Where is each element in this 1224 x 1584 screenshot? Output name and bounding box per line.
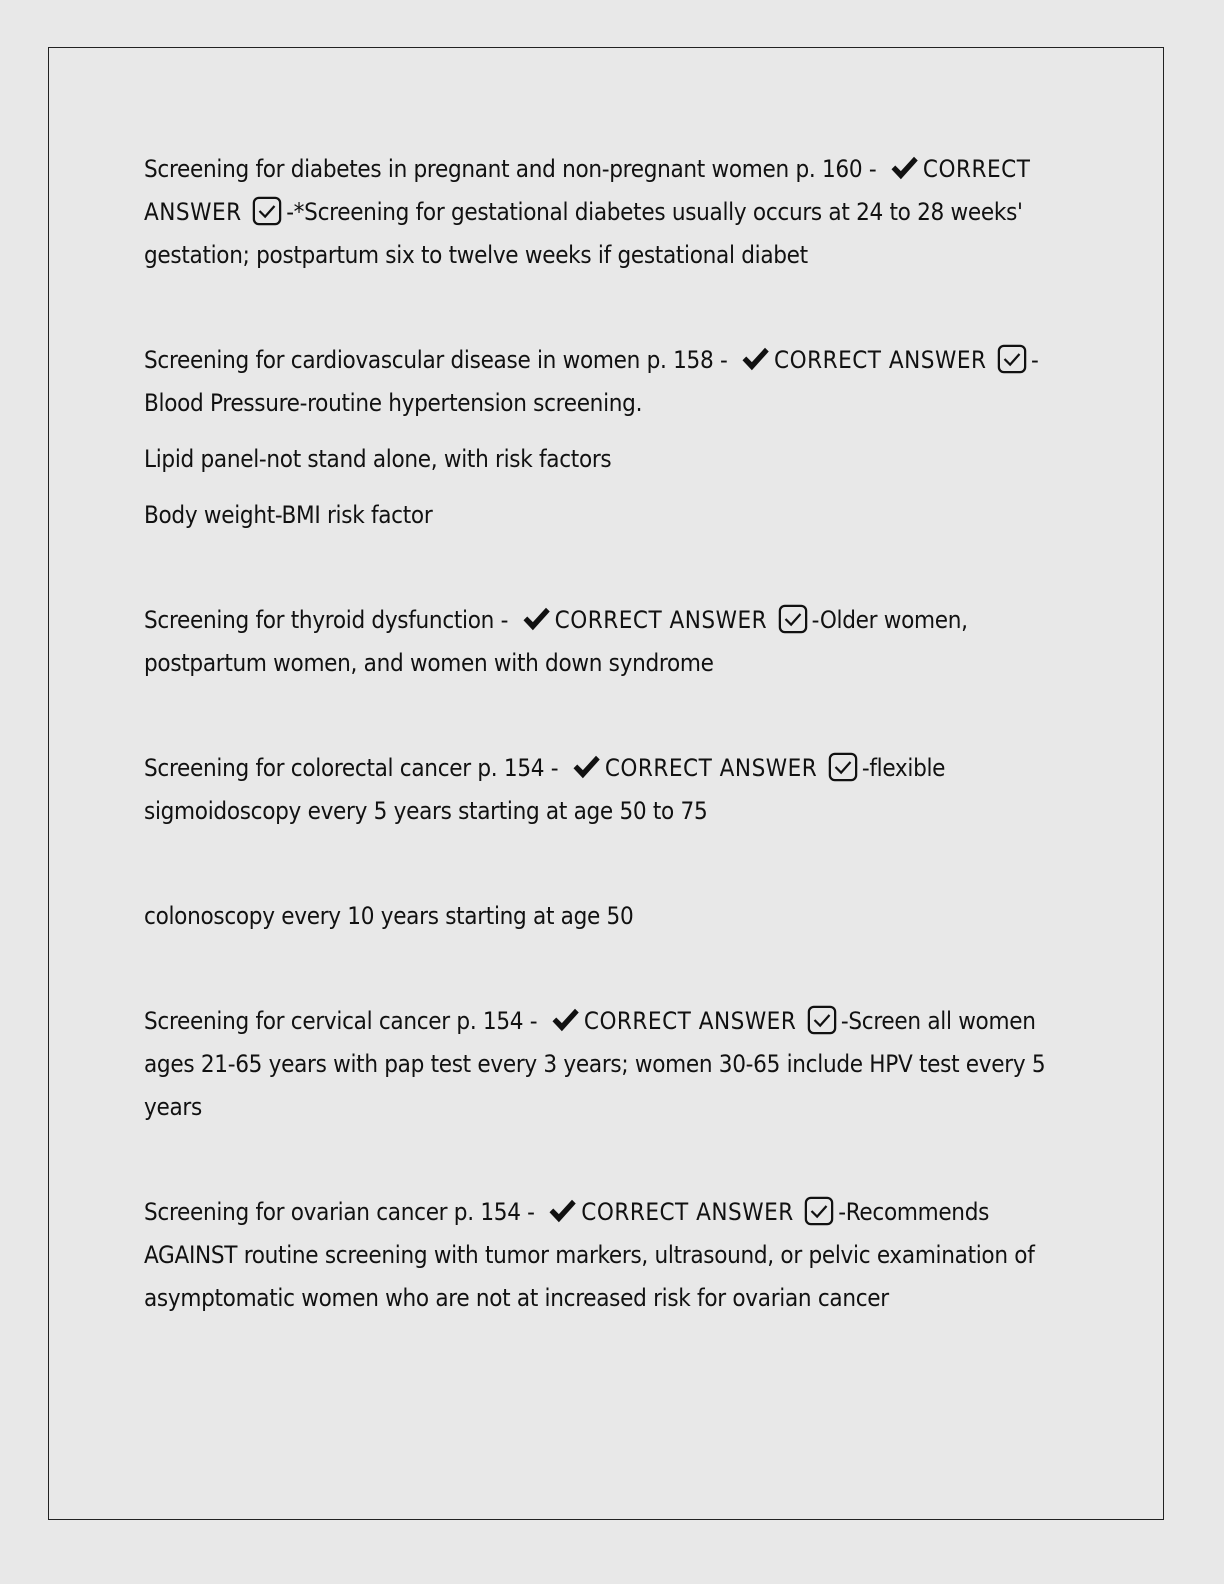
flashcard-text bbox=[144, 1191, 1084, 1320]
flashcard bbox=[144, 1191, 1084, 1320]
answer-text: -Recommends AGAINST routine screening with tumor markers, ultrasound, or pelvic examination of asymptomatic women who are not at increased risk for ovarian cancer bbox=[144, 1198, 1035, 1312]
correct-answer-label: CORRECT ANSWER bbox=[144, 155, 1031, 226]
checkmark-icon bbox=[550, 1005, 580, 1035]
checkmark-icon bbox=[889, 153, 919, 183]
flashcard-continuation bbox=[144, 895, 1084, 938]
checkbox-checked-icon bbox=[807, 1005, 837, 1035]
question-text: Screening for ovarian cancer p. 154 - bbox=[144, 1198, 535, 1226]
correct-answer-label: CORRECT ANSWER bbox=[774, 346, 987, 374]
question-text: Screening for cardiovascular disease in women p. 158 - bbox=[144, 346, 728, 374]
checkmark-icon bbox=[521, 604, 551, 634]
answer-text: -Screen all women ages 21-65 years with pap test every 3 years; women 30-65 include HPV test every 5 years bbox=[144, 1007, 1046, 1121]
flashcard-text bbox=[144, 1000, 1084, 1129]
checkbox-checked-icon bbox=[997, 344, 1027, 374]
checkbox-checked-icon bbox=[804, 1196, 834, 1226]
flashcard bbox=[144, 148, 1084, 277]
checkmark-icon bbox=[547, 1196, 577, 1226]
answer-text: -flexible sigmoidoscopy every 5 years starting at age 50 to 75 bbox=[144, 754, 946, 825]
flashcard-text bbox=[144, 339, 1084, 425]
flashcard bbox=[144, 599, 1084, 685]
flashcard-text bbox=[144, 148, 1084, 277]
checkbox-checked-icon bbox=[778, 604, 808, 634]
flashcard bbox=[144, 339, 1084, 537]
correct-answer-label: CORRECT ANSWER bbox=[583, 1007, 797, 1035]
checkmark-icon bbox=[571, 752, 601, 782]
flashcard bbox=[144, 747, 1084, 833]
flashcard-text bbox=[144, 599, 1084, 685]
answer-text: -Blood Pressure-routine hypertension screening. bbox=[144, 346, 1039, 417]
document-page bbox=[48, 47, 1164, 1520]
answer-extra-line: Lipid panel-not stand alone, with risk factors bbox=[144, 445, 612, 473]
flashcard-text bbox=[144, 747, 1084, 833]
checkmark-icon bbox=[740, 344, 770, 374]
answer-text: -Older women, postpartum women, and women with down syndrome bbox=[144, 606, 968, 677]
correct-answer-label: CORRECT ANSWER bbox=[581, 1198, 794, 1226]
checkbox-checked-icon bbox=[252, 196, 282, 226]
question-text: Screening for diabetes in pregnant and non-pregnant women p. 160 - bbox=[144, 155, 877, 183]
answer-text: -*Screening for gestational diabetes usually occurs at 24 to 28 weeks' gestation; postpartum six to twelve weeks if gestational diabet bbox=[144, 198, 1023, 269]
checkbox-checked-icon bbox=[828, 752, 858, 782]
flashcard bbox=[144, 1000, 1084, 1129]
answer-extra-line: Body weight-BMI risk factor bbox=[144, 501, 433, 529]
question-text: Screening for colorectal cancer p. 154 - bbox=[144, 754, 559, 782]
question-text: Screening for thyroid dysfunction - bbox=[144, 606, 509, 634]
correct-answer-label: CORRECT ANSWER bbox=[604, 754, 818, 782]
flashcard-list bbox=[144, 148, 1084, 1320]
correct-answer-label: CORRECT ANSWER bbox=[554, 606, 768, 634]
question-text: Screening for cervical cancer p. 154 - bbox=[144, 1007, 538, 1035]
answer-extra-line: colonoscopy every 10 years starting at age 50 bbox=[144, 902, 634, 930]
